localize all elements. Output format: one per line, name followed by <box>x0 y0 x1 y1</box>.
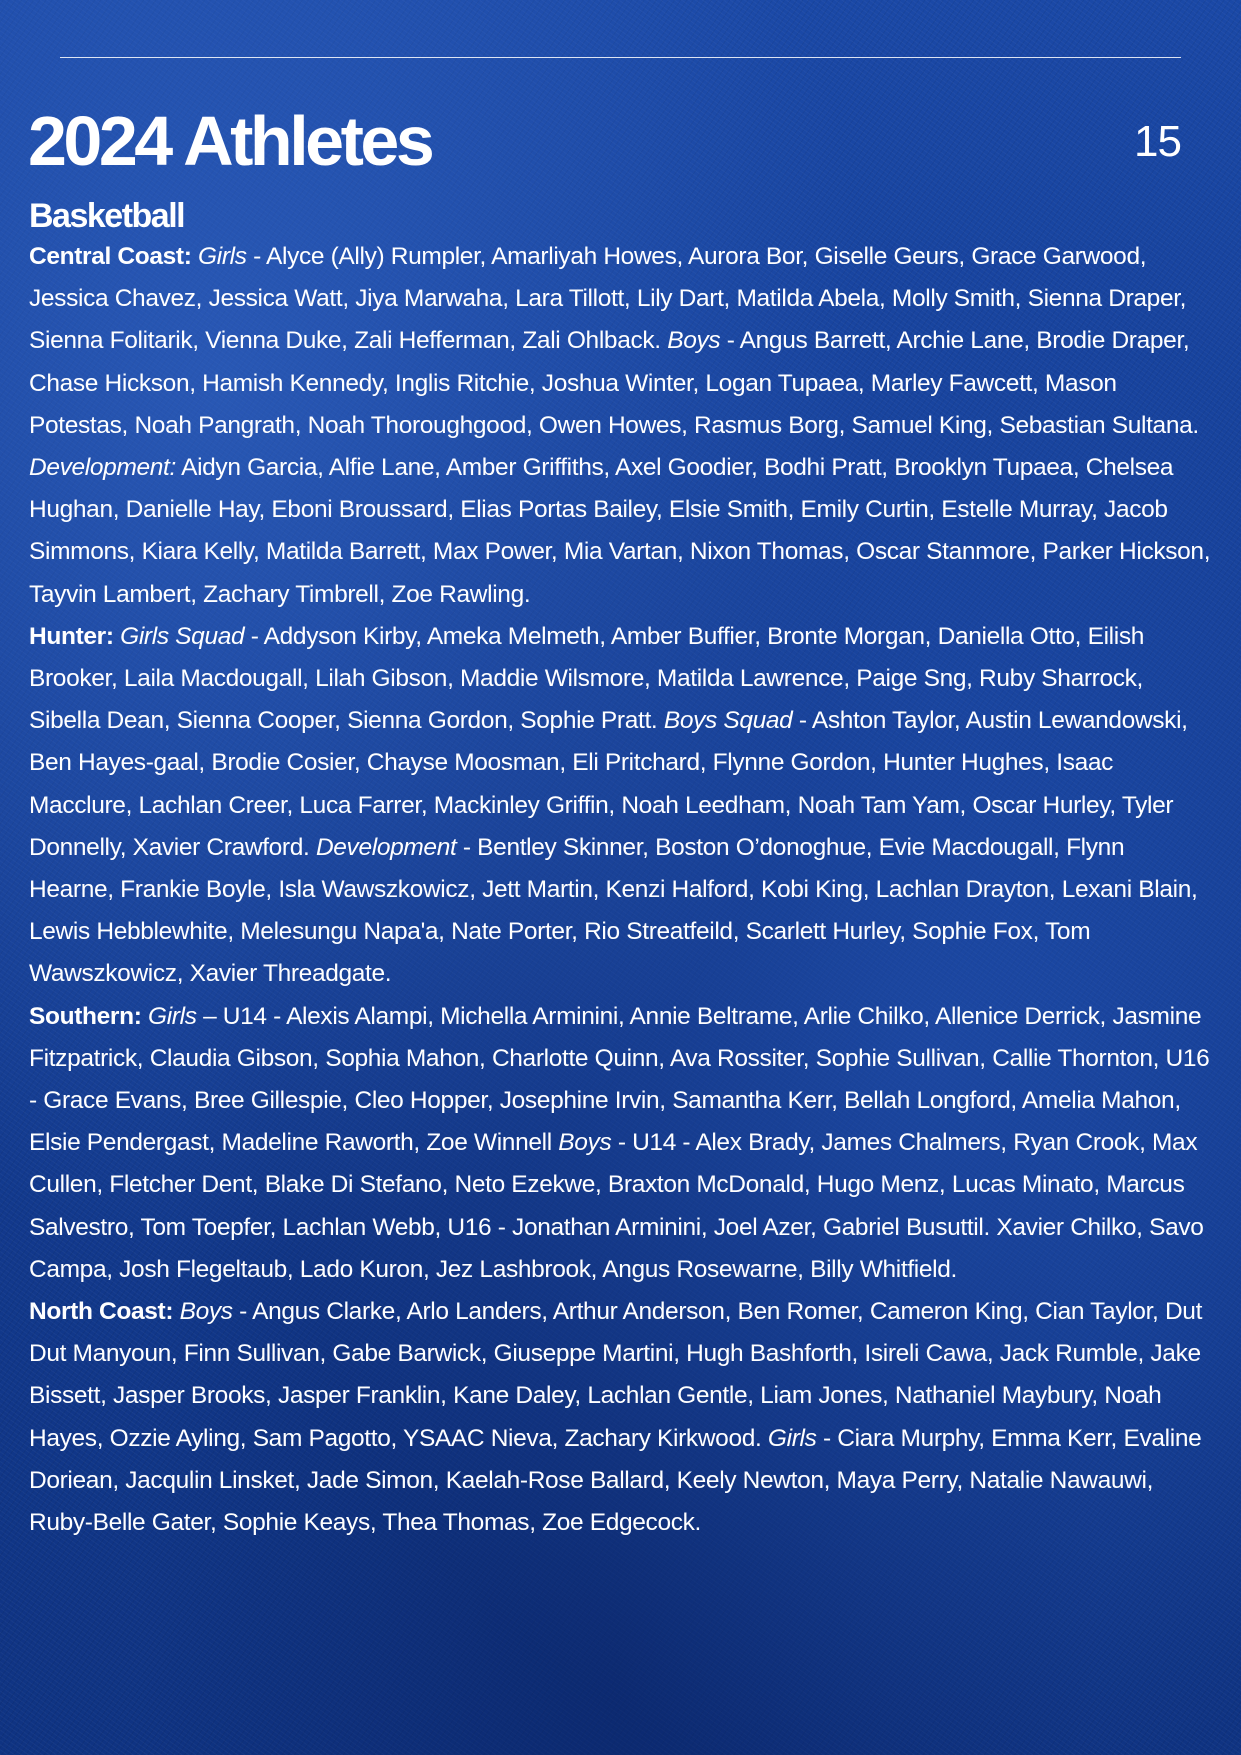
athlete-names: Aidyn Garcia, Alfie Lane, Amber Griffiths, Axel Goodier, Bodhi Pratt, Brooklyn Tupaea, Chelsea Hughan, Danielle Hay, Eboni Broussard, Elias Portas Bailey, Elsie Smith, Emily Curtin, Estelle Murray, Jacob Simmons, Kiara Kelly, Matilda Barrett, Max Power, Mia Vartan, Nixon Thomas, Oscar Stanmore, Parker Hickson, Tayvin Lambert, Zachary Timbrell, Zoe Rawling. <box>29 454 1211 608</box>
athlete-names: - Ashton Taylor, Austin Lewandowski, Ben Hayes-gaal, Brodie Cosier, Chayse Moosman, Eli Pritchard, Flynne Gordon, Hunter Hughes, Isaac Macclure, Lachlan Creer, Luca Farrer, Mackinley Griffin, Noah Leedham, Noah Tam Yam, Oscar Hurley, Tyler Donnelly, Xavier Crawford. <box>29 707 1188 861</box>
group-label: Girls <box>767 1424 817 1452</box>
athlete-names: - Alyce (Ally) Rumpler, Amarliyah Howes, Aurora Bor, Giselle Geurs, Grace Garwood, Jessica Chavez, Jessica Watt, Jiya Marwaha, Lara Tillott, Lily Dart, Matilda Abela, Molly Smith, Sienna Draper, Sienna Folitarik, Vienna Duke, Zali Hefferman, Zali Ohlback. <box>29 243 1187 355</box>
section-title: Basketball <box>29 197 185 235</box>
region-north-coast <box>29 1291 1215 1544</box>
athlete-names: - Angus Clarke, Arlo Landers, Arthur Anderson, Ben Romer, Cameron King, Cian Taylor, Dut Dut Manyoun, Finn Sullivan, Gabe Barwick, Giuseppe Martini, Hugh Bashforth, Isireli Cawa, Jack Rumble, Jake Bissett, Jasper Brooks, Jasper Franklin, Kane Daley, Lachlan Gentle, Liam Jones, Nathaniel Maybury, Noah Hayes, Ozzie Ayling, Sam Pagotto, YSAAC Nieva, Zachary Kirkwood. <box>29 1298 1203 1452</box>
group-label: Girls <box>148 1002 197 1030</box>
group-label: Development <box>315 833 457 861</box>
group-label: Development: <box>29 454 176 482</box>
athlete-list <box>29 236 1215 1544</box>
page-number: 15 <box>1134 117 1181 166</box>
athlete-names: - Angus Barrett, Archie Lane, Brodie Draper, Chase Hickson, Hamish Kennedy, Inglis Ritchie, Joshua Winter, Logan Tupaea, Marley Fawcett, Mason Potestas, Noah Pangrath, Noah Thoroughgood, Owen Howes, Rasmus Borg, Samuel King, Sebastian Sultana. <box>29 327 1199 439</box>
header-divider <box>60 57 1181 58</box>
region-name: Southern: <box>29 1002 142 1030</box>
region-southern <box>29 996 1215 1291</box>
region-hunter <box>29 616 1215 996</box>
page-title: 2024 Athletes <box>28 102 432 180</box>
athlete-names: - U14 - Alex Brady, James Chalmers, Ryan Crook, Max Cullen, Fletcher Dent, Blake Di Stefano, Neto Ezekwe, Braxton McDonald, Hugo Menz, Lucas Minato, Marcus Salvestro, Tom Toepfer, Lachlan Webb, U16 - Jonathan Arminini, Joel Azer, Gabriel Busuttil. Xavier Chilko, Savo Campa, Josh Flegeltaub, Lado Kuron, Jez Lashbrook, Angus Rosewarne, Billy Whitfield. <box>29 1129 1204 1283</box>
athlete-names: – U14 - Alexis Alampi, Michella Arminini, Annie Beltrame, Arlie Chilko, Allenice Derrick, Jasmine Fitzpatrick, Claudia Gibson, Sophia Mahon, Charlotte Quinn, Ava Rossiter, Sophie Sullivan, Callie Thornton, U16 - Grace Evans, Bree Gillespie, Cleo Hopper, Josephine Irvin, Samantha Kerr, Bellah Longford, Amelia Mahon, Elsie Pendergast, Madeline Raworth, Zoe Winnell <box>29 1002 1210 1157</box>
athlete-names: - Addyson Kirby, Ameka Melmeth, Amber Buffier, Bronte Morgan, Daniella Otto, Eilish Brooker, Laila Macdougall, Lilah Gibson, Maddie Wilsmore, Matilda Lawrence, Paige Sng, Ruby Sharrock, Sibella Dean, Sienna Cooper, Sienna Gordon, Sophie Pratt. <box>29 622 1145 735</box>
group-label: Boys Squad <box>663 707 793 735</box>
group-label: Boys <box>667 327 721 355</box>
group-label: Boys <box>558 1129 612 1157</box>
group-label: Boys <box>179 1298 233 1326</box>
region-name: Hunter: <box>29 622 114 650</box>
region-central-coast <box>29 236 1215 616</box>
region-name: North Coast: <box>29 1298 174 1326</box>
group-label: Girls Squad <box>120 622 245 650</box>
athlete-names: - Ciara Murphy, Emma Kerr, Evaline Doriean, Jacqulin Linsket, Jade Simon, Kaelah-Rose Ballard, Keely Newton, Maya Perry, Natalie Nawauwi, Ruby-Belle Gater, Sophie Keays, Thea Thomas, Zoe Edgecock. <box>29 1424 1202 1537</box>
athlete-names: - Bentley Skinner, Boston O’donoghue, Evie Macdougall, Flynn Hearne, Frankie Boyle, Isla Wawszkowicz, Jett Martin, Kenzi Halford, Kobi King, Lachlan Drayton, Lexani Blain, Lewis Hebblewhite, Melesungu Napa'a, Nate Porter, Rio Streatfeild, Scarlett Hurley, Sophie Fox, Tom Wawszkowicz, Xavier Threadgate. <box>29 833 1198 988</box>
region-name: Central Coast: <box>29 243 192 270</box>
group-label: Girls <box>198 243 247 270</box>
